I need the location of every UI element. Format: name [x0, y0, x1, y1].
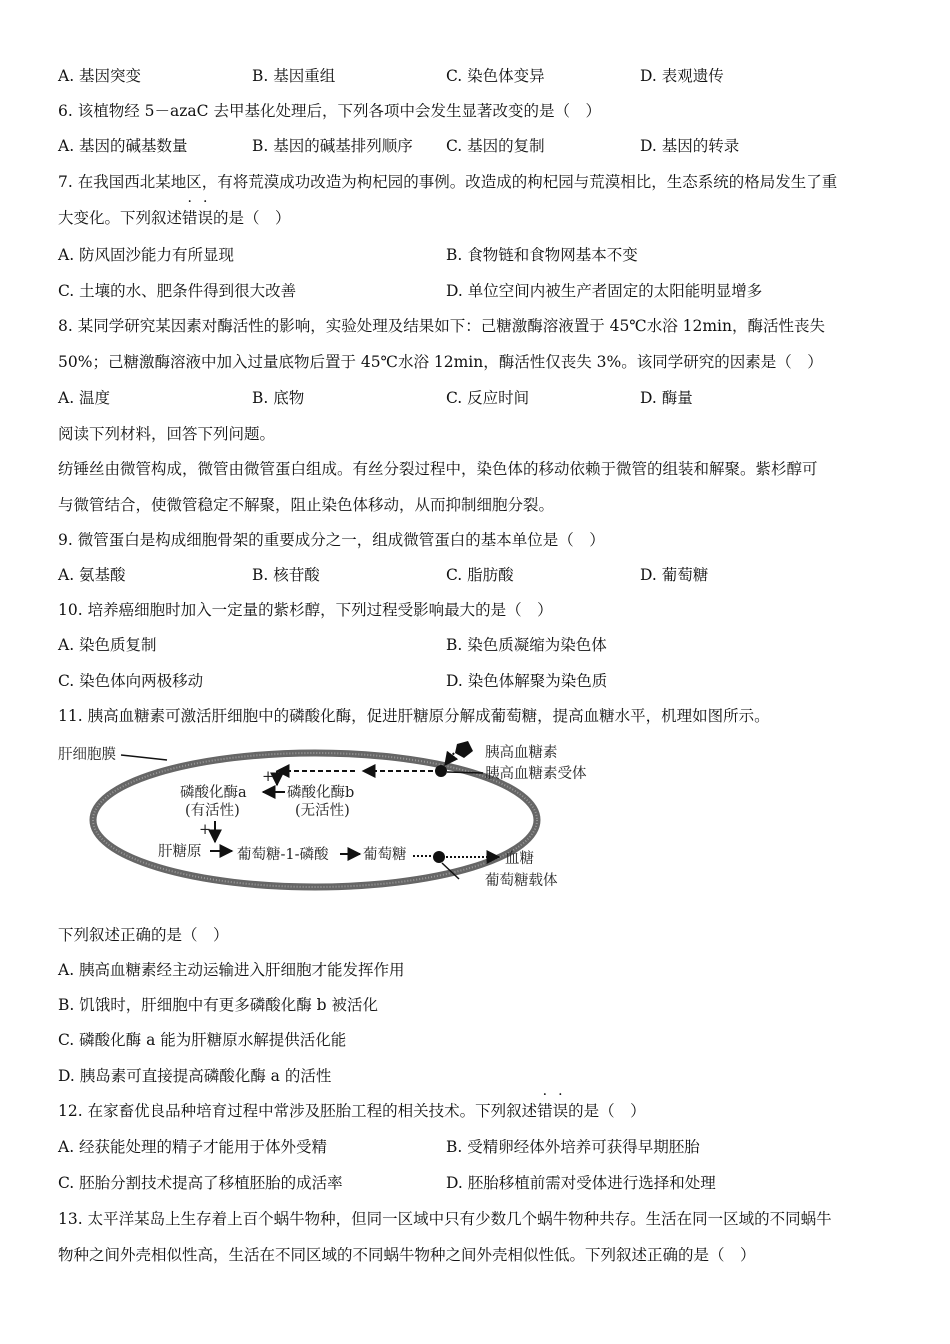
q10-option-a: A. 染色质复制: [58, 636, 157, 654]
q8-option-b: B. 底物: [252, 389, 305, 407]
emphasis-char: 误: [552, 1102, 569, 1120]
q12-stem-text: 的是（ ）: [568, 1102, 646, 1120]
enzyme-a-label: 磷酸化酶a: [180, 785, 247, 801]
membrane-label: 肝细胞膜: [58, 747, 116, 763]
q7-stem-text: 的是（ ）: [213, 209, 291, 227]
q7-option-c: C. 土壤的水、肥条件得到很大改善: [58, 282, 297, 300]
q5-option-d: D. 表观遗传: [640, 67, 724, 85]
liver-cell-diagram: [55, 735, 595, 900]
q7-stem-text: 大变化。下列叙述: [58, 209, 183, 227]
q6-option-d: D. 基因的转录: [640, 137, 740, 155]
q7-option-b: B. 食物链和食物网基本不变: [446, 246, 638, 264]
q11-option-a: A. 胰高血糖素经主动运输进入肝细胞才能发挥作用: [58, 961, 405, 979]
q9-option-b: B. 核苷酸: [252, 566, 320, 584]
q7-stem-line2: [58, 208, 291, 228]
q10-stem: 10. 培养癌细胞时加入一定量的紫杉醇，下列过程受影响最大的是（ ）: [58, 601, 553, 619]
receptor-dot: [435, 765, 447, 777]
q6-option-c: C. 基因的复制: [446, 137, 545, 155]
q10-option-d: D. 染色体解聚为染色质: [446, 672, 608, 690]
q12-stem: [58, 1101, 646, 1121]
glucagon-shape: [455, 741, 473, 758]
plus-sign-bottom: +: [199, 822, 212, 838]
q11-option-d: D. 胰岛素可直接提高磷酸化酶 a 的活性: [58, 1067, 332, 1085]
q12-option-d: D. 胚胎移植前需对受体进行选择和处理: [446, 1174, 716, 1192]
q11-option-b: B. 饥饿时，肝细胞中有更多磷酸化酶 b 被活化: [58, 996, 379, 1014]
emphasis-char: 错: [182, 209, 198, 227]
q10-option-b: B. 染色质凝缩为染色体: [446, 636, 607, 654]
glucose-label: 葡萄糖: [363, 847, 407, 863]
q7-option-d: D. 单位空间内被生产者固定的太阳能明显增多: [446, 282, 763, 300]
q9-stem: 9. 微管蛋白是构成细胞骨架的重要成分之一，组成微管蛋白的基本单位是（ ）: [58, 531, 605, 549]
emphasis-char: 误: [197, 209, 214, 227]
q11-stem: 11. 胰高血糖素可激活肝细胞中的磷酸化酶，促进肝糖原分解成葡萄糖，提高血糖水平，机理如图所示。: [58, 707, 770, 725]
plus-sign-top: +: [262, 769, 275, 785]
q9-option-d: D. 葡萄糖: [640, 566, 709, 584]
material-intro: 阅读下列材料，回答下列问题。: [58, 425, 276, 443]
q11-after: 下列叙述正确的是（ ）: [58, 926, 229, 944]
material-paragraph-line2: 与微管结合，使微管稳定不解聚，阻止染色体移动，从而抑制细胞分裂。: [58, 496, 555, 514]
g1p-label: 葡萄糖-1-磷酸: [237, 847, 329, 863]
q8-option-a: A. 温度: [58, 389, 111, 407]
q11-option-c: C. 磷酸化酶 a 能为肝糖原水解提供活化能: [58, 1031, 347, 1049]
glucagon-label: 胰高血糖素: [485, 745, 558, 761]
q9-option-a: A. 氨基酸: [58, 566, 126, 584]
enzyme-b-label: 磷酸化酶b: [287, 785, 355, 801]
q8-option-c: C. 反应时间: [446, 389, 530, 407]
q5-option-c: C. 染色体变异: [446, 67, 545, 85]
q10-option-c: C. 染色体向两极移动: [58, 672, 204, 690]
q5-option-a: A. 基因突变: [58, 67, 142, 85]
q12-option-c: C. 胚胎分割技术提高了移植胚胎的成活率: [58, 1174, 343, 1192]
receptor-label: 胰高血糖素受体: [485, 766, 587, 782]
q6-option-a: A. 基因的碱基数量: [58, 137, 188, 155]
glycogen-label: 肝糖原: [158, 844, 202, 860]
q13-stem-line1: 13. 太平洋某岛上生存着上百个蜗牛物种，但同一区域中只有少数几个蜗牛物种共存。生活在同一区域的不同蜗牛: [58, 1210, 832, 1228]
q8-stem-line2: 50%；己糖激酶溶液中加入过量底物后置于 45℃水浴 12min，酶活性仅丧失 3%。该同学研究的因素是（ ）: [58, 353, 823, 371]
transporter-dot: [433, 851, 445, 863]
q6-stem: 6. 该植物经 5－azaC 去甲基化处理后，下列各项中会发生显著改变的是（ ）: [58, 102, 601, 120]
q12-option-b: B. 受精卵经体外培养可获得早期胚胎: [446, 1138, 700, 1156]
q12-stem-text: 12. 在家畜优良品种培育过程中常涉及胚胎工程的相关技术。下列叙述: [58, 1102, 538, 1120]
q8-stem-line1: 8. 某同学研究某因素对酶活性的影响，实验处理及结果如下：己糖激酶溶液置于 45℃水浴 12min，酶活性丧失: [58, 317, 825, 335]
blood-glucose-label: 血糖: [505, 851, 534, 867]
q5-option-b: B. 基因重组: [252, 67, 336, 85]
enzyme-b-note: (无活性): [295, 803, 350, 819]
q8-option-d: D. 酶量: [640, 389, 693, 407]
q13-stem-line2: 物种之间外壳相似性高，生活在不同区域的不同蜗牛物种之间外壳相似性低。下列叙述正确的是（ ）: [58, 1246, 756, 1264]
q7-stem-line1: 7. 在我国西北某地区，有将荒漠成功改造为枸杞园的事例。改造成的枸杞园与荒漠相比，生态系统的格局发生了重: [58, 173, 838, 191]
enzyme-a-note: (有活性): [185, 803, 240, 819]
emphasis-char: 错: [537, 1102, 553, 1120]
q9-option-c: C. 脂肪酸: [446, 566, 514, 584]
q7-option-a: A. 防风固沙能力有所显现: [58, 246, 235, 264]
transporter-label: 葡萄糖载体: [485, 873, 558, 889]
material-paragraph-line1: 纺锤丝由微管构成，微管由微管蛋白组成。有丝分裂过程中，染色体的移动依赖于微管的组装和解聚。紫杉醇可: [58, 460, 818, 478]
q12-option-a: A. 经获能处理的精子才能用于体外受精: [58, 1138, 328, 1156]
liver-cell-diagram-svg: [55, 735, 595, 900]
q6-option-b: B. 基因的碱基排列顺序: [252, 137, 413, 155]
